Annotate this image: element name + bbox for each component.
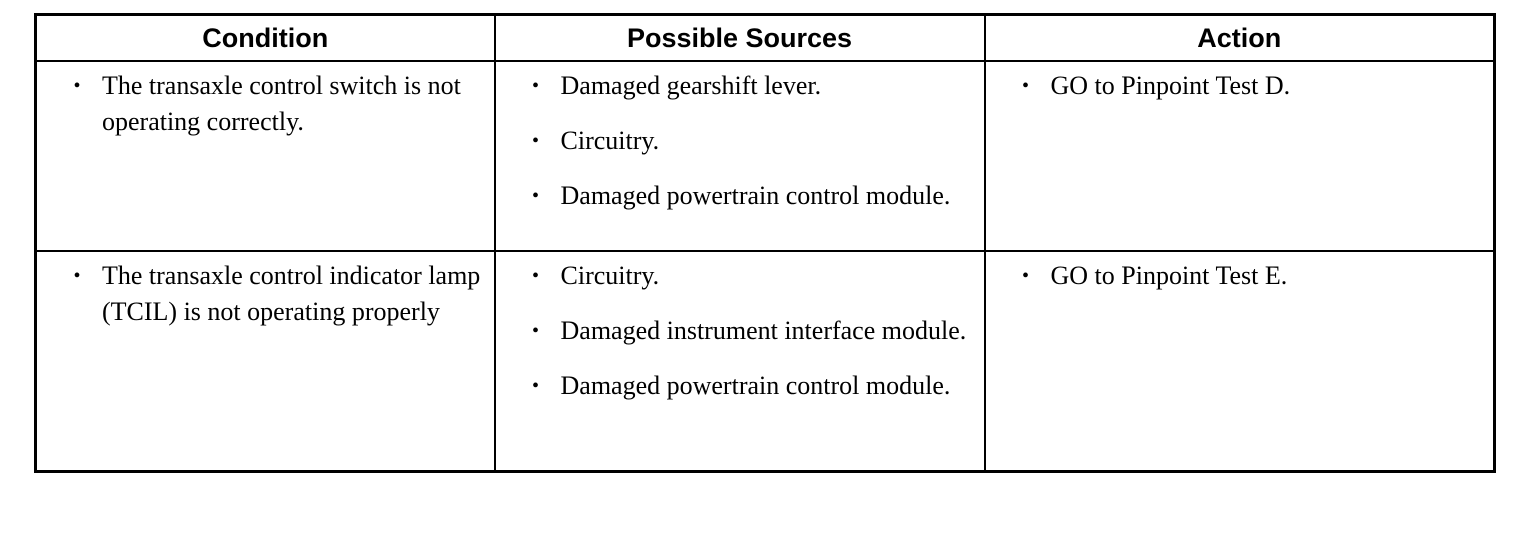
table-row	[36, 251, 1495, 472]
bullet-icon: •	[531, 75, 539, 97]
source-text: Damaged powertrain control module.	[560, 181, 951, 210]
list-item	[1016, 258, 1484, 294]
bullet-icon: •	[1021, 265, 1029, 287]
sources-cell	[495, 251, 985, 472]
diagnostic-table	[34, 13, 1496, 473]
condition-list	[67, 68, 484, 140]
source-text: Circuitry.	[560, 126, 660, 155]
header-condition: Condition	[36, 15, 495, 62]
sources-cell	[495, 61, 985, 251]
header-row	[36, 15, 1495, 62]
action-text: GO to Pinpoint Test E.	[1050, 261, 1288, 290]
actions-list	[1016, 68, 1484, 104]
sources-list	[526, 68, 974, 214]
actions-list	[1016, 258, 1484, 294]
action-cell	[985, 61, 1495, 251]
header-possible-sources: Possible Sources	[495, 15, 985, 62]
condition-text: The transaxle control switch is not operating correctly.	[102, 71, 461, 136]
bullet-icon: •	[73, 75, 81, 97]
condition-text: The transaxle control indicator lamp (TCIL) is not operating properly	[102, 261, 481, 326]
list-item	[1016, 68, 1484, 104]
bullet-icon: •	[531, 265, 539, 287]
header-action: Action	[985, 15, 1495, 62]
table-row	[36, 61, 1495, 251]
list-item	[526, 368, 974, 404]
bullet-icon: •	[531, 130, 539, 152]
bullet-icon: •	[531, 320, 539, 342]
list-item	[67, 68, 484, 140]
list-item	[526, 68, 974, 104]
condition-cell	[36, 61, 495, 251]
list-item	[526, 313, 974, 349]
source-text: Damaged gearshift lever.	[560, 71, 822, 100]
condition-cell	[36, 251, 495, 472]
list-item	[526, 258, 974, 294]
bullet-icon: •	[531, 185, 539, 207]
action-text: GO to Pinpoint Test D.	[1050, 71, 1291, 100]
bullet-icon: •	[531, 375, 539, 397]
source-text: Circuitry.	[560, 261, 660, 290]
source-text: Damaged instrument interface module.	[560, 316, 967, 345]
sources-list	[526, 258, 974, 404]
source-text: Damaged powertrain control module.	[560, 371, 951, 400]
bullet-icon: •	[1021, 75, 1029, 97]
list-item	[526, 123, 974, 159]
action-cell	[985, 251, 1495, 472]
list-item	[67, 258, 484, 330]
bullet-icon: •	[73, 265, 81, 287]
list-item	[526, 178, 974, 214]
condition-list	[67, 258, 484, 330]
